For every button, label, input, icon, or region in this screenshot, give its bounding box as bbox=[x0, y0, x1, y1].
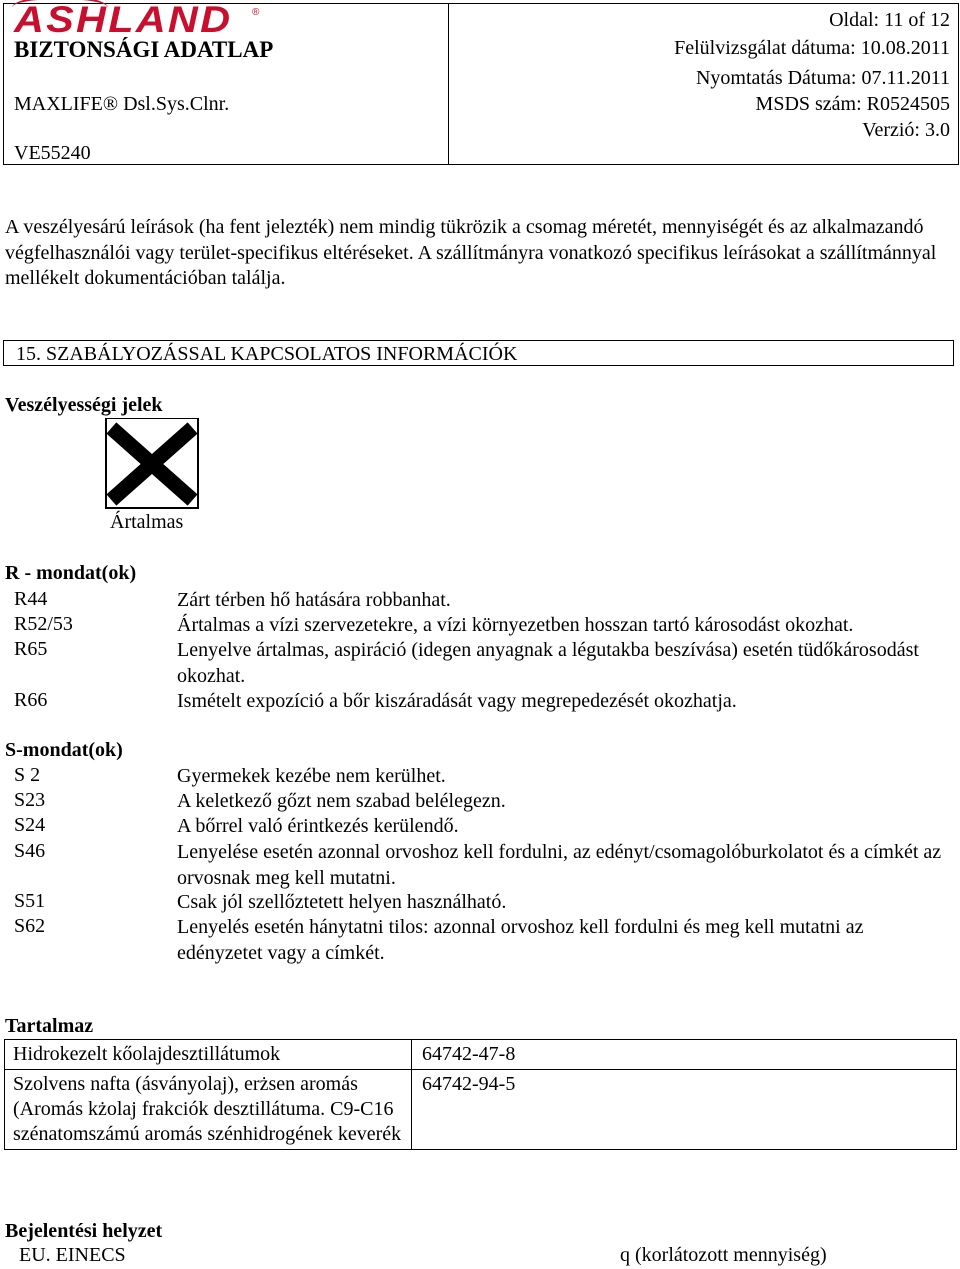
s-phrase-text: Csak jól szellőztetett helyen használható. bbox=[177, 891, 507, 913]
s-phrase-code: S23 bbox=[14, 789, 46, 811]
r-phrase-text: Ártalmas a vízi szervezetekre, a vízi környezetben hosszan tartó károsodást okozhat. bbox=[177, 614, 854, 636]
revision-date: Felülvizsgálat dátuma: 10.08.2011 bbox=[674, 37, 950, 59]
product-code: VE55240 bbox=[14, 142, 91, 164]
r-phrase-code: R52/53 bbox=[14, 613, 73, 635]
r-phrase-text: Ismételt expozíció a bőr kiszáradását vagy megrepedezését okozhatja. bbox=[177, 690, 737, 712]
transport-note: A veszélyesárú leírások (ha fent jelezték) nem mindig tükrözik a csomag méretét, mennyiségét és az alkalmazandó végfelhasználói vagy terület-specifikus eltéréseket. A szállítmányra vonatkozó specifikus leírásokat a szállítmánnyal mellékelt dokumentációban találja. bbox=[5, 216, 937, 289]
s-phrase-code: S 2 bbox=[14, 764, 41, 786]
hazard-symbols-heading: Veszélyességi jelek bbox=[5, 394, 163, 416]
s-phrase-text: Gyermekek kezébe nem kerülhet. bbox=[177, 765, 446, 787]
r-phrase-code: R44 bbox=[14, 588, 48, 610]
logo-text: ASHLAND bbox=[14, 0, 233, 40]
harmful-x-icon bbox=[105, 418, 199, 509]
ingredient-cas: 64742-47-8 bbox=[412, 1040, 957, 1070]
r-phrase-code: R66 bbox=[14, 689, 48, 711]
s-phrases-heading: S-mondat(ok) bbox=[5, 739, 123, 761]
section-15-title: 15. SZABÁLYOZÁSSAL KAPCSOLATOS INFORMÁCIÓK bbox=[3, 340, 954, 366]
ashland-logo bbox=[14, 0, 260, 40]
document-title: BIZTONSÁGI ADATLAP bbox=[14, 37, 274, 62]
ingredient-cas: 64742-94-5 bbox=[412, 1070, 957, 1150]
version: Verzió: 3.0 bbox=[862, 119, 950, 141]
r-phrase-code: R65 bbox=[14, 638, 48, 660]
s-phrase-text: Lenyelés esetén hánytatni tilos: azonnal orvoshoz kell fordulni és meg kell mutatni az edényzetet vagy a címkét. bbox=[177, 916, 864, 964]
table-row bbox=[5, 1070, 957, 1150]
logo-registered-mark: ® bbox=[252, 7, 260, 18]
msds-number: MSDS szám: R0524505 bbox=[755, 93, 950, 115]
product-name: MAXLIFE® Dsl.Sys.Clnr. bbox=[14, 93, 230, 115]
inventory-status: q (korlátozott mennyiség) bbox=[620, 1244, 827, 1266]
ingredient-name: Hidrokezelt kőolajdesztillátumok bbox=[5, 1040, 412, 1070]
r-phrase-text: Lenyelve ártalmas, aspiráció (idegen anyagnak a légutakba beszívása) esetén tüdőkárosodást okozhat. bbox=[177, 639, 919, 687]
hazard-symbol-label: Ártalmas bbox=[110, 511, 184, 533]
notification-heading: Bejelentési helyzet bbox=[5, 1220, 163, 1242]
s-phrase-text: A keletkező gőzt nem szabad belélegezn. bbox=[177, 790, 506, 812]
contents-table bbox=[4, 1039, 957, 1150]
ingredient-name: Szolvens nafta (ásványolaj), erżsen aromás (Aromás kżolaj frakciók desztillátuma. C9-C16 szénatomszámú aromás szénhidrogének keverék bbox=[5, 1070, 412, 1150]
inventory-list: EU. EINECS bbox=[19, 1244, 126, 1266]
s-phrase-code: S24 bbox=[14, 814, 46, 836]
s-phrase-code: S51 bbox=[14, 890, 46, 912]
print-date: Nyomtatás Dátuma: 07.11.2011 bbox=[695, 67, 950, 89]
s-phrase-text: Lenyelése esetén azonnal orvoshoz kell fordulni, az edényt/csomagolóburkolatot és a címkét az orvosnak meg kell mutatni. bbox=[177, 841, 942, 889]
r-phrase-text: Zárt térben hő hatására robbanhat. bbox=[177, 589, 451, 611]
r-phrases-heading: R - mondat(ok) bbox=[5, 562, 137, 584]
s-phrase-code: S62 bbox=[14, 915, 46, 937]
s-phrase-text: A bőrrel való érintkezés kerülendő. bbox=[177, 815, 459, 837]
header-divider bbox=[448, 4, 449, 164]
contents-heading: Tartalmaz bbox=[5, 1015, 94, 1037]
table-row bbox=[5, 1040, 957, 1070]
document-header bbox=[3, 0, 959, 165]
page-number: Oldal: 11 of 12 bbox=[829, 9, 950, 31]
s-phrase-code: S46 bbox=[14, 840, 46, 862]
